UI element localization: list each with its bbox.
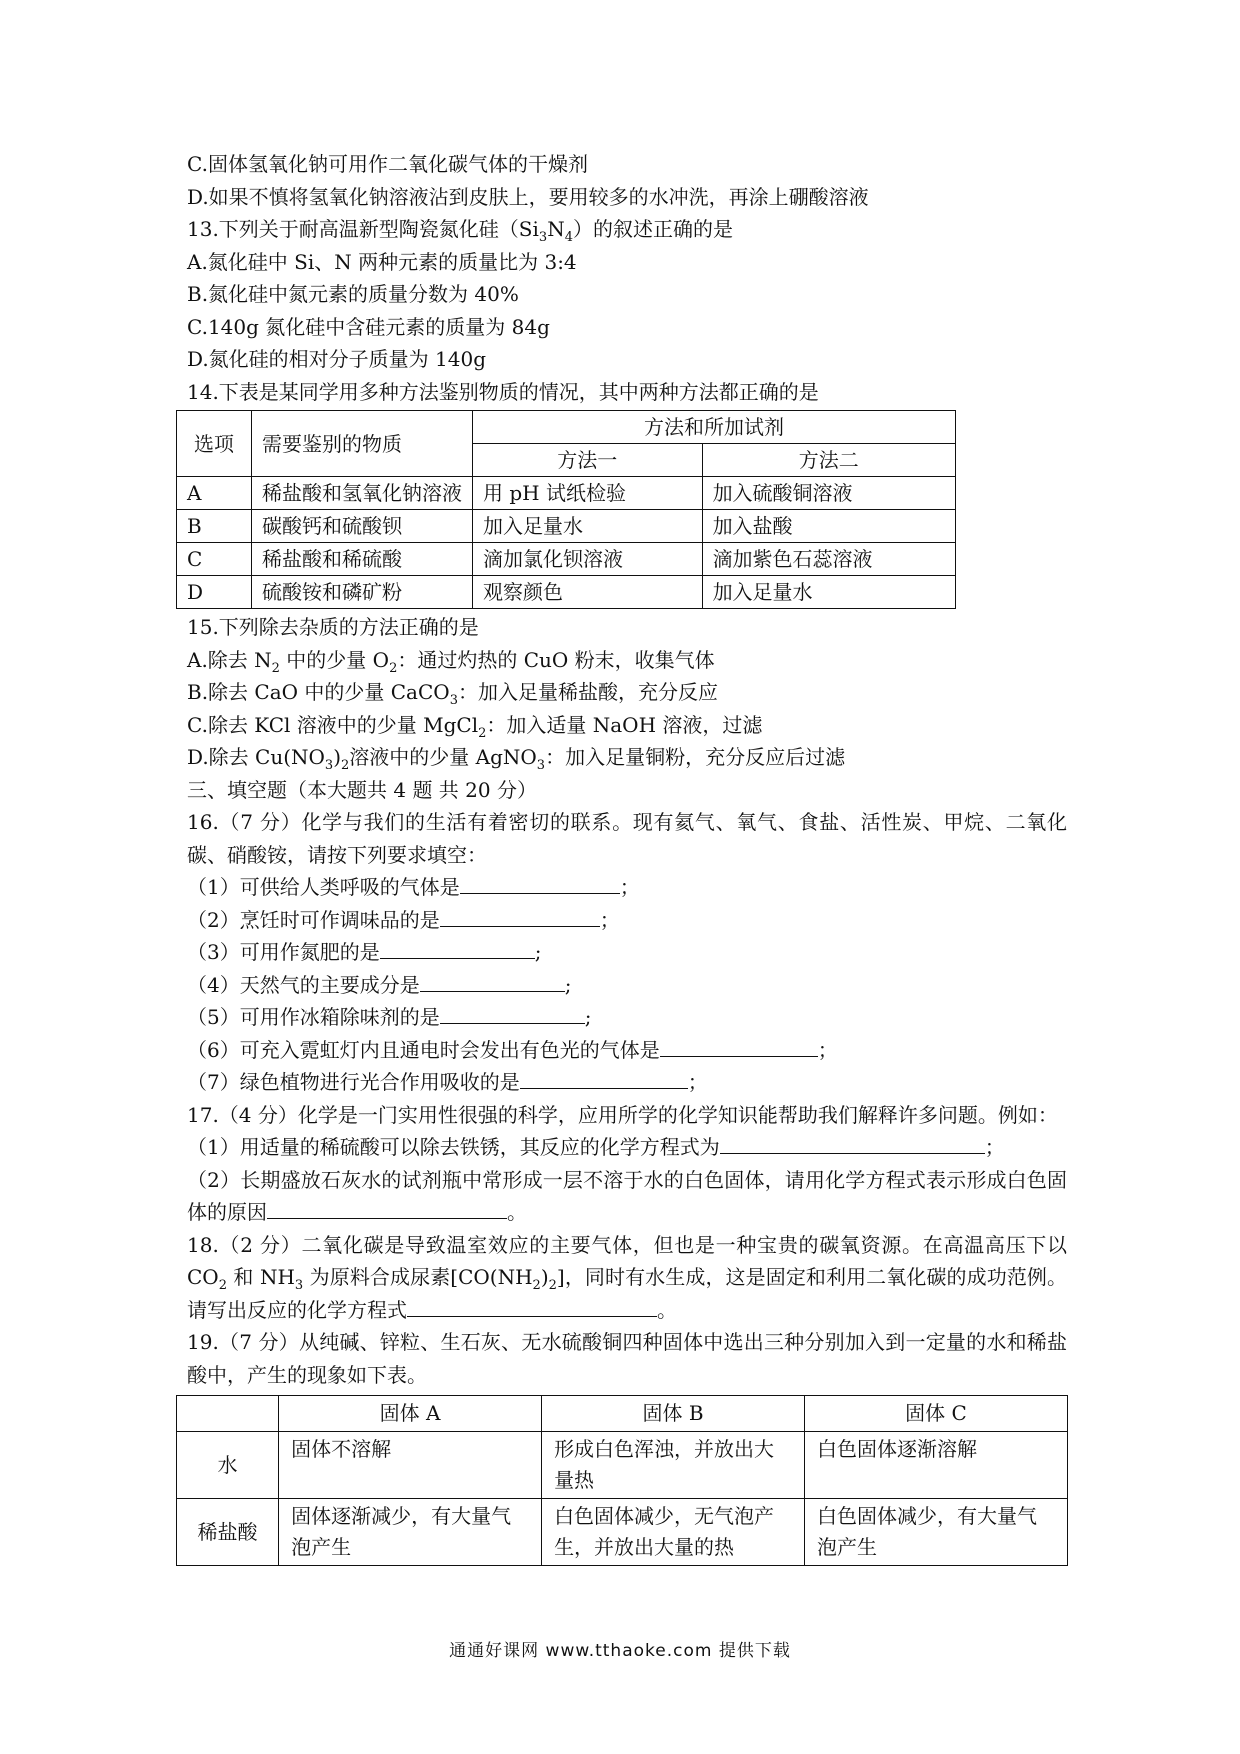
q12-option-d: D.如果不慎将氢氧化钠溶液沾到皮肤上，要用较多的水冲洗，再涂上硼酸溶液 [187,184,869,209]
q16-item-4: （4）天然气的主要成分是 ; [187,972,572,997]
answer-blank[interactable] [440,1003,585,1024]
q15-option-a: A.除去 $N_2$ 中的少量 $O_2$：通过灼热的 CuO 粉末，收集气体 [187,647,715,676]
q13-option-c: C.140g 氮化硅中含硅元素的质量为 84g [187,314,550,339]
cell: 白色固体逐渐溶解 [805,1432,1068,1499]
q15-option-d: D.除去 $Cu(NO_3)_2$溶液中的少量 AgNO$_3$：加入足量铜粉，充分反应后过滤 [187,745,846,773]
header-solid-c: 固体 C [805,1396,1068,1432]
cell-option: A [177,477,252,510]
header-solid-a: 固体 A [279,1396,542,1432]
cell-method2: 加入硫酸铜溶液 [702,477,955,510]
q16-item-3: （3）可用作氮肥的是 ; [187,940,542,964]
exam-page [187,148,1067,1566]
q18-stem: 18.（2 分）二氧化碳是导致温室效应的主要气体，但也是一种宝贵的碳氧资源。在高温高压下以 $CO_2$ 和 $NH_3$ 为原料合成尿素$[CO(NH_2)_2]$，同时有水生成，这是固定和利用二氧化碳的成功范例。请写出反应的化学方程式 。 [187,1232,1068,1322]
table-row [177,510,956,543]
section-title: 三、填空题（本大题共 4 题 共 20 分） [187,777,537,802]
header-empty [177,1396,279,1432]
answer-blank[interactable] [267,1198,507,1219]
q13-option-d: D.氮化硅的相对分子质量为 140g [187,347,487,371]
cell: 白色固体减少，有大量气泡产生 [805,1499,1068,1566]
header-method2: 方法二 [702,444,955,477]
answer-blank[interactable] [460,873,620,894]
cell-method2: 加入盐酸 [702,510,955,543]
cell: 白色固体减少，无气泡产生，并放出大量的热 [542,1499,805,1566]
cell-option: D [177,576,252,609]
q17-stem: 17.（4 分）化学是一门实用性很强的科学，应用所学的化学知识能帮助我们解释许多问题。例如： [187,1102,1058,1127]
cell-method1: 滴加氯化钡溶液 [473,543,703,576]
q19-stem: 19.（7 分）从纯碱、锌粒、生石灰、无水硫酸铜四种固体中选出三种分别加入到一定量的水和稀盐酸中，产生的现象如下表。 [187,1330,1067,1387]
answer-blank[interactable] [380,938,535,959]
table-row [177,1499,1068,1566]
q17-item-2: （2）长期盛放石灰水的试剂瓶中常形成一层不溶于水的白色固体，请用化学方程式表示形成白色固体的原因 。 [187,1167,1067,1224]
table-row [177,543,956,576]
answer-blank[interactable] [440,906,600,927]
cell-substance: 碳酸钙和硫酸钡 [252,510,473,543]
answer-blank[interactable] [407,1296,657,1317]
q16-item-6: （6）可充入霓虹灯内且通电时会发出有色光的气体是 ； [187,1037,838,1062]
cell-option: B [177,510,252,543]
q13-stem: 13.下列关于耐高温新型陶瓷氮化硅$(Si_3N_4)$的叙述正确的是 [187,217,733,245]
q15-option-c: C.除去 KCl 溶液中的少量 MgCl$_2$：加入适量 NaOH 溶液，过滤 [187,712,763,741]
cell-method2: 加入足量水 [702,576,955,609]
q13-option-b: B.氮化硅中氮元素的质量分数为 40% [187,282,519,306]
cell-method1: 观察颜色 [473,576,703,609]
row-label: 稀盐酸 [177,1499,279,1566]
cell: 形成白色浑浊，并放出大量热 [542,1432,805,1499]
cell-substance: 稀盐酸和稀硫酸 [252,543,473,576]
q16-item-7: （7）绿色植物进行光合作用吸收的是 ； [187,1070,708,1094]
q15-stem: 15.下列除去杂质的方法正确的是 [187,615,479,639]
answer-blank[interactable] [420,971,565,992]
header-substance: 需要鉴别的物质 [252,411,473,477]
q16-item-1: （1）可供给人类呼吸的气体是 ； [187,875,640,899]
header-method1: 方法一 [473,444,703,477]
cell-method1: 用 pH 试纸检验 [473,477,703,510]
q16-item-5: （5）可用作冰箱除味剂的是 ; [187,1005,592,1029]
table-row [177,576,956,609]
row-label: 水 [177,1432,279,1499]
cell: 固体逐渐减少，有大量气泡产生 [279,1499,542,1566]
q12-option-c: C.固体氢氧化钠可用作二氧化碳气体的干燥剂 [187,152,588,176]
q13-option-a: A.氮化硅中 Si、N 两种元素的质量比为 3:4 [187,249,577,274]
cell-method1: 加入足量水 [473,510,703,543]
table-row [177,477,956,510]
cell-option: C [177,543,252,576]
q15-option-b: B.除去 CaO 中的少量 CaCO$_3$：加入足量稀盐酸，充分反应 [187,680,718,708]
cell-substance: 硫酸铵和磷矿粉 [252,576,473,609]
table-row [177,1432,1068,1499]
cell: 固体不溶解 [279,1432,542,1499]
answer-blank[interactable] [660,1036,818,1057]
header-solid-b: 固体 B [542,1396,805,1432]
q16-stem: 16.（7 分）化学与我们的生活有着密切的联系。现有氦气、氧气、食盐、活性炭、甲烷、二氧化碳、硝酸铵，请按下列要求填空： [187,810,1067,867]
q19-table [176,1395,1068,1566]
cell-method2: 滴加紫色石蕊溶液 [702,543,955,576]
header-methods: 方法和所加试剂 [473,411,956,444]
q14-stem: 14.下表是某同学用多种方法鉴别物质的情况，其中两种方法都正确的是 [187,379,819,404]
page-footer: 通通好课网 www.tthaoke.com 提供下载 [449,1641,791,1661]
answer-blank[interactable] [520,1068,688,1089]
q17-item-1: （1）用适量的稀硫酸可以除去铁锈，其反应的化学方程式为 ； [187,1135,1005,1159]
answer-blank[interactable] [720,1133,985,1154]
q14-table [176,410,956,609]
header-option: 选项 [177,411,252,477]
q16-item-2: （2）烹饪时可作调味品的是 ； [187,907,620,932]
cell-substance: 稀盐酸和氢氧化钠溶液 [252,477,473,510]
